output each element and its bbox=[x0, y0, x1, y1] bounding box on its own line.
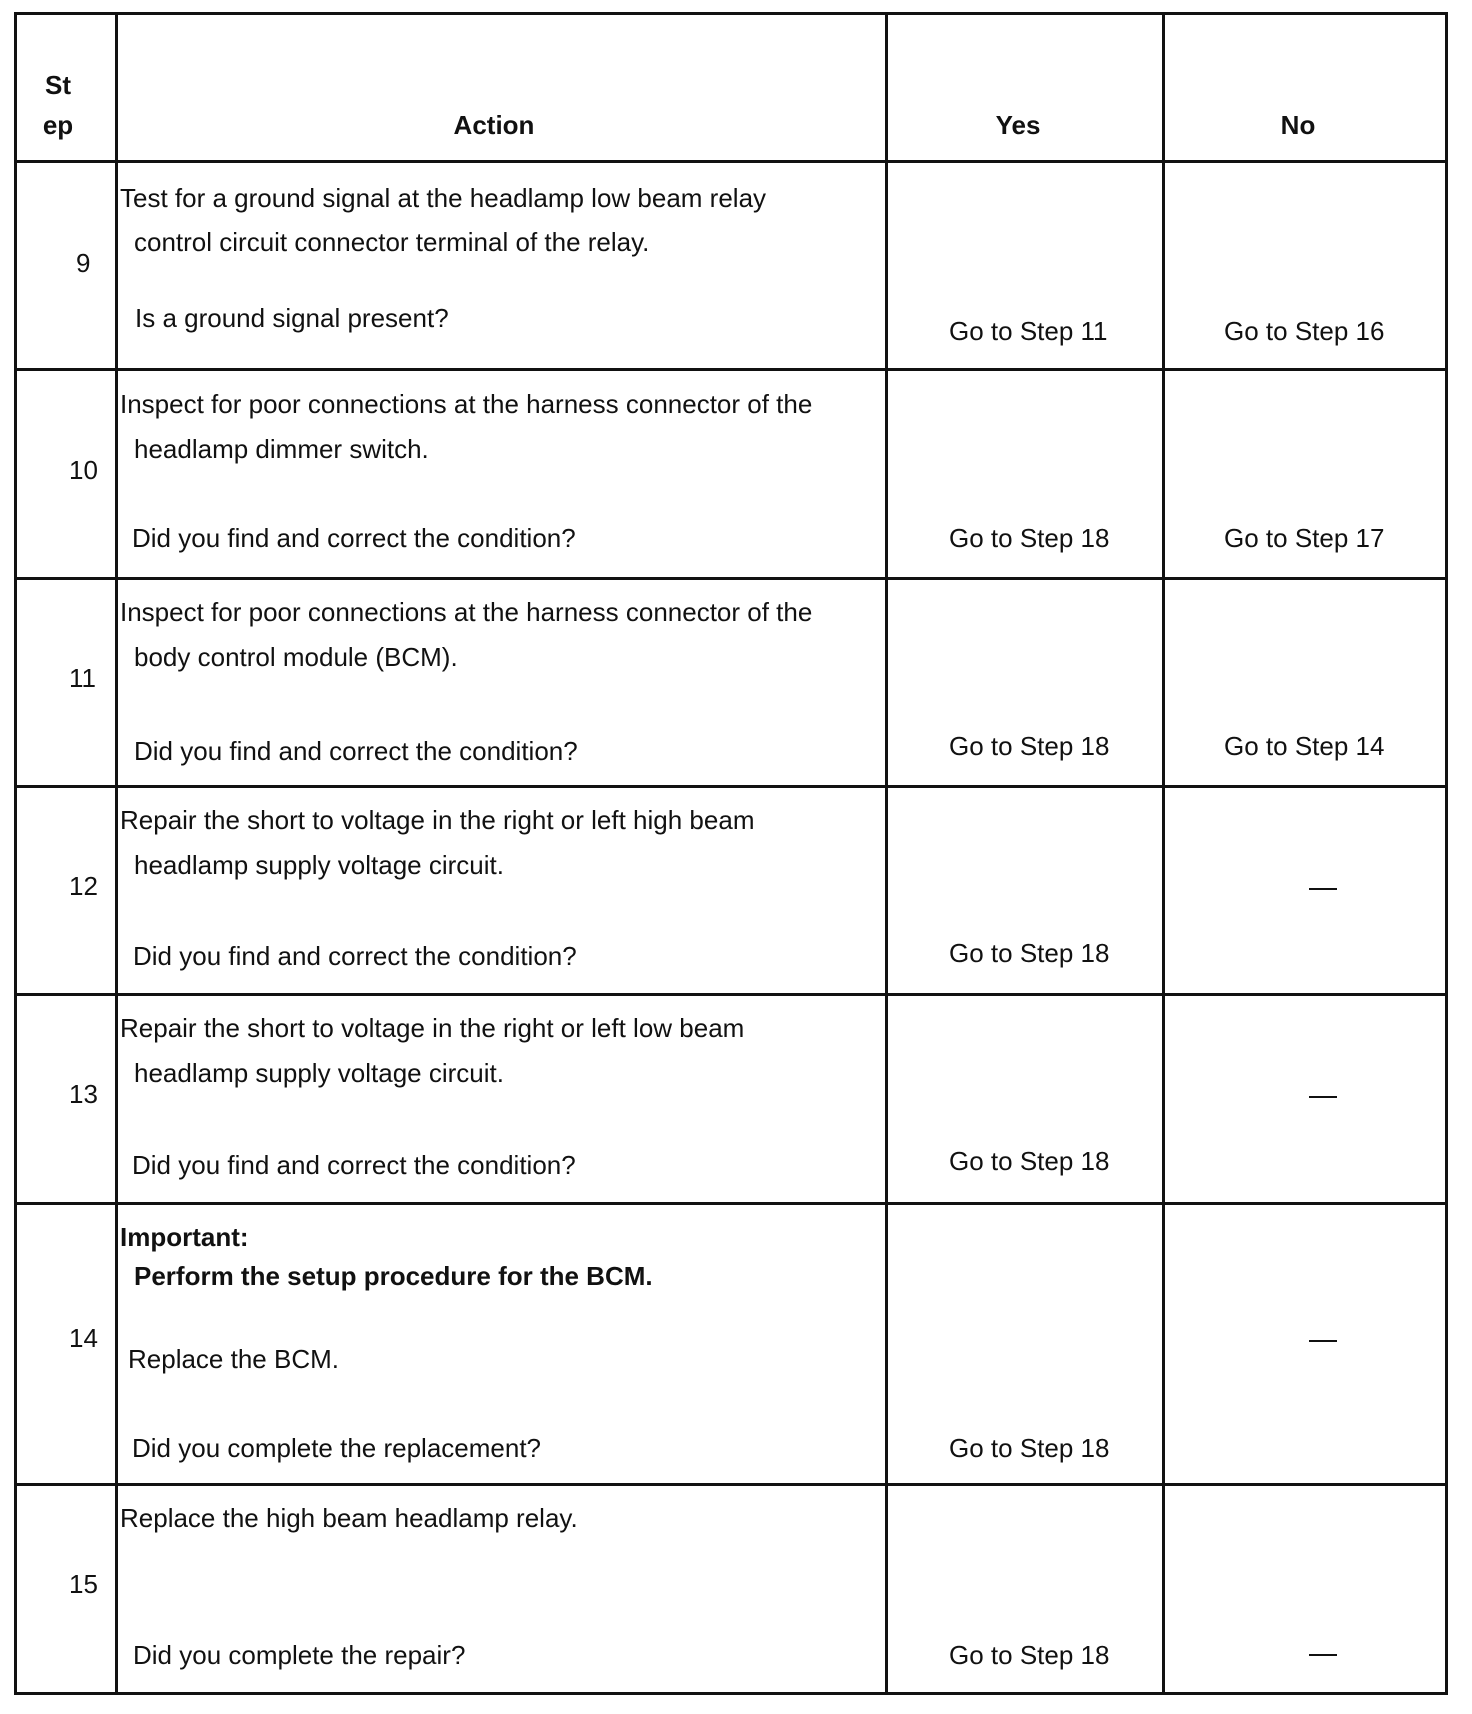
row-divider bbox=[14, 577, 1448, 580]
diagnostic-table bbox=[14, 12, 1448, 1695]
row-divider bbox=[14, 1483, 1448, 1486]
header-yes: Yes bbox=[995, 110, 1041, 140]
action-text: Inspect for poor connections at the harness connector of the bbox=[120, 389, 813, 419]
yes-result: Go to Step 18 bbox=[949, 1640, 1110, 1670]
action-text: Inspect for poor connections at the harness connector of the bbox=[120, 597, 813, 627]
action-question: Did you complete the repair? bbox=[133, 1640, 466, 1670]
action-text: Repair the short to voltage in the right or left low beam bbox=[120, 1013, 745, 1043]
header-no: No bbox=[1280, 110, 1316, 140]
column-divider-step bbox=[115, 12, 118, 1695]
no-result-dash bbox=[1309, 888, 1337, 890]
action-text: headlamp supply voltage circuit. bbox=[134, 1058, 504, 1088]
row-divider bbox=[14, 1202, 1448, 1205]
action-text: headlamp dimmer switch. bbox=[134, 434, 429, 464]
action-question: Is a ground signal present? bbox=[135, 303, 449, 333]
no-result: Go to Step 14 bbox=[1224, 731, 1385, 761]
action-text: body control module (BCM). bbox=[134, 642, 458, 672]
action-text: headlamp supply voltage circuit. bbox=[134, 850, 504, 880]
header-step-line2: ep bbox=[42, 110, 74, 140]
important-label: Important: bbox=[120, 1222, 249, 1252]
table-border-bottom bbox=[14, 1692, 1448, 1695]
important-text: Perform the setup procedure for the BCM. bbox=[134, 1261, 653, 1291]
no-result: Go to Step 16 bbox=[1224, 316, 1385, 346]
yes-result: Go to Step 18 bbox=[949, 1146, 1110, 1176]
column-divider-yes bbox=[1162, 12, 1165, 1695]
row-divider bbox=[14, 368, 1448, 371]
row-divider bbox=[14, 785, 1448, 788]
header-divider bbox=[14, 160, 1448, 163]
yes-result: Go to Step 11 bbox=[949, 316, 1108, 346]
yes-result: Go to Step 18 bbox=[949, 731, 1110, 761]
no-result-dash bbox=[1309, 1096, 1337, 1098]
header-action: Action bbox=[453, 110, 535, 140]
action-text: Replace the BCM. bbox=[128, 1344, 339, 1374]
action-text: control circuit connector terminal of the relay. bbox=[134, 227, 650, 257]
step-number: 9 bbox=[76, 248, 91, 278]
column-divider-action bbox=[885, 12, 888, 1695]
table-border-right bbox=[1445, 12, 1448, 1695]
action-question: Did you complete the replacement? bbox=[132, 1433, 542, 1463]
table-border-top bbox=[14, 12, 1448, 15]
step-number: 11 bbox=[69, 663, 96, 693]
step-number: 15 bbox=[69, 1569, 98, 1599]
no-result-dash bbox=[1309, 1654, 1337, 1656]
no-result-dash bbox=[1309, 1340, 1337, 1342]
yes-result: Go to Step 18 bbox=[949, 938, 1110, 968]
yes-result: Go to Step 18 bbox=[949, 523, 1110, 553]
step-number: 14 bbox=[69, 1323, 98, 1353]
action-question: Did you find and correct the condition? bbox=[133, 941, 577, 971]
header-step-line1: St bbox=[45, 70, 71, 100]
step-number: 13 bbox=[69, 1079, 98, 1109]
action-text: Repair the short to voltage in the right or left high beam bbox=[120, 805, 755, 835]
action-question: Did you find and correct the condition? bbox=[132, 523, 576, 553]
step-number: 12 bbox=[69, 871, 98, 901]
action-text: Test for a ground signal at the headlamp low beam relay bbox=[120, 183, 767, 213]
no-result: Go to Step 17 bbox=[1224, 523, 1385, 553]
yes-result: Go to Step 18 bbox=[949, 1433, 1110, 1463]
step-number: 10 bbox=[69, 455, 98, 485]
table-border-left bbox=[14, 12, 17, 1695]
action-question: Did you find and correct the condition? bbox=[134, 736, 578, 766]
row-divider bbox=[14, 993, 1448, 996]
action-text: Replace the high beam headlamp relay. bbox=[120, 1503, 578, 1533]
action-question: Did you find and correct the condition? bbox=[132, 1150, 576, 1180]
